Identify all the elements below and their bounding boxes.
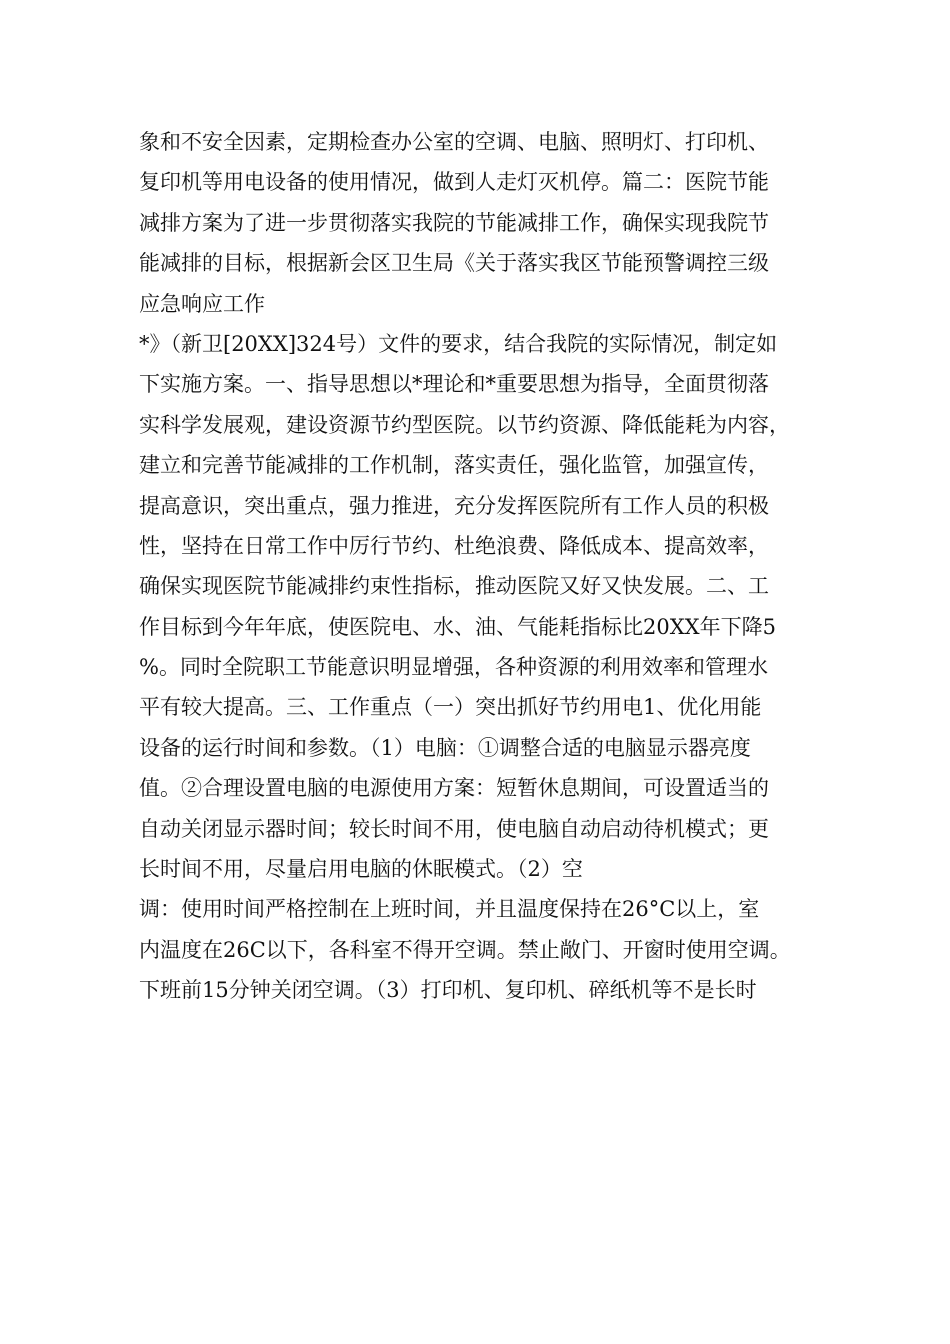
text-line: 值。②合理设置电脑的电源使用方案：短暂休息期间，可设置适当的	[139, 776, 769, 801]
text-line: 提高意识，突出重点，强力推进，充分发挥医院所有工作人员的积极	[139, 493, 769, 518]
text-line: 性，坚持在日常工作中厉行节约、杜绝浪费、降低成本、提高效率，	[139, 533, 769, 558]
text-line: 复印机等用电设备的使用情况，做到人走灯灭机停。篇二：医院节能	[139, 170, 769, 195]
text-line: 确保实现医院节能减排约束性指标，推动医院又好又快发展。二、工	[139, 574, 769, 599]
text-line: 下实施方案。一、指导思想以*理论和*重要思想为指导，全面贯彻落	[139, 372, 769, 397]
text-line: *》（新卫[20XX]324号）文件的要求，结合我院的实际情况，制定如	[139, 331, 778, 356]
text-line: 下班前15分钟关闭空调。（3）打印机、复印机、碎纸机等不是长时	[139, 978, 757, 1003]
text-line: %。同时全院职工节能意识明显增强，各种资源的利用效率和管理水	[139, 655, 768, 680]
text-line: 自动关闭显示器时间；较长时间不用，使电脑自动启动待机模式；更	[139, 816, 769, 841]
text-line: 设备的运行时间和参数。（1）电脑：①调整合适的电脑显示器亮度	[139, 735, 751, 760]
body-text	[139, 122, 819, 1011]
text-line: 能减排的目标，根据新会区卫生局《关于落实我区节能预警调控三级	[139, 251, 769, 276]
text-line: 减排方案为了进一步贯彻落实我院的节能减排工作，确保实现我院节	[139, 210, 769, 235]
text-line: 实科学发展观，建设资源节约型医院。以节约资源、降低能耗为内容，	[139, 412, 790, 437]
text-line: 内温度在26C以下，各科室不得开空调。禁止敞门、开窗时使用空调。	[139, 937, 791, 962]
text-line: 平有较大提高。三、工作重点（一）突出抓好节约用电1、优化用能	[139, 695, 762, 720]
text-line: 象和不安全因素，定期检查办公室的空调、电脑、照明灯、打印机、	[139, 130, 769, 154]
text-line: 建立和完善节能减排的工作机制，落实责任，强化监管，加强宣传，	[139, 453, 769, 478]
text-line: 长时间不用，尽量启用电脑的休眠模式。（2）空	[139, 857, 583, 882]
text-line: 作目标到今年年底，使医院电、水、油、气能耗指标比20XX年下降5	[139, 614, 776, 639]
text-line: 调：使用时间严格控制在上班时间，并且温度保持在26°C以上，室	[139, 897, 760, 922]
text-line: 应急响应工作	[139, 291, 265, 316]
